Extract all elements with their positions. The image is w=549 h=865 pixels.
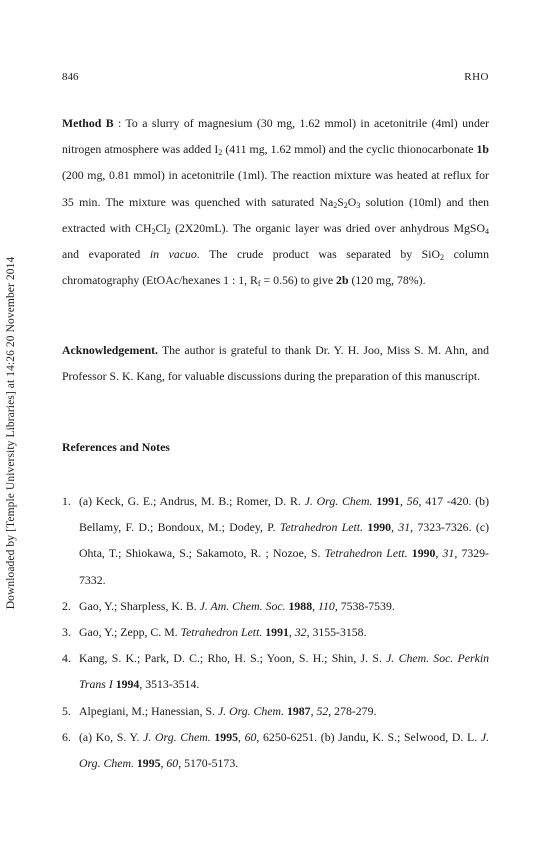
reference-year: 1990 [367, 520, 392, 535]
reference-text: , 3155-3158. [306, 625, 367, 640]
reference-year: 1990 [411, 546, 436, 561]
reference-text: Gao, Y.; Zepp, C. M. [79, 625, 181, 640]
acknowledgement-paragraph [62, 337, 489, 389]
reference-number: 6. [62, 729, 71, 744]
journal-name: Tetrahedron Lett. [279, 520, 364, 535]
reference-text: , 6250-6251. (b) Jandu, K. S.; Selwood, D. L. [256, 729, 481, 744]
reference-year: 1991 [265, 625, 289, 640]
subscript: 2 [440, 253, 445, 263]
subscript: 2 [333, 200, 338, 210]
reference-year: 1995 [214, 729, 238, 744]
subscript: 3 [356, 200, 361, 210]
reference-text: , 278-279. [328, 703, 377, 718]
reference-year: 1995 [136, 756, 161, 771]
reference-volume: 110 [318, 598, 335, 613]
method-b-label: Method B [62, 116, 114, 130]
reference-volume: 32 [294, 625, 307, 640]
reference-item: 6. (a) Ko, S. Y. J. Org. Chem. 1995, 60, 6250-6251. (b) Jandu, K. S.; Selwood, D. L. J. Org. Chem. 1995, 60, 5170-5173. [62, 724, 489, 776]
reference-text: Gao, Y.; Sharpless, K. B. [79, 598, 200, 613]
reference-list [62, 488, 489, 776]
method-b-text: O [347, 194, 357, 209]
method-b-text: = 0.56) to give [260, 273, 337, 288]
subscript: 4 [485, 226, 489, 236]
journal-name: Tetrahedron Lett. [180, 625, 263, 640]
subscript: 2 [343, 200, 348, 210]
reference-year: 1987 [286, 703, 311, 718]
reference-item [62, 645, 489, 697]
reference-text: Kang, S. K.; Park, D. C.; Rho, H. S.; Yoon, S. H.; Shin, J. S. [79, 651, 387, 666]
reference-volume: 60 [166, 756, 179, 771]
compound-label: 2b [336, 273, 349, 288]
journal-name: Tetrahedron Lett. [324, 546, 408, 561]
method-b-text: (200 mg, 0.81 mmol) in acetonitrile (1ml). The reaction mixture was heated at reflux for 35 min. The mixture was quenched with saturated Na [62, 168, 489, 209]
reference-year: 1994 [115, 677, 140, 692]
reference-text: (a) Ko, S. Y. [79, 729, 144, 744]
reference-year: 1991 [376, 494, 400, 508]
method-b-paragraph [62, 110, 489, 293]
reference-number: 1. [62, 494, 71, 508]
method-b-text: solution (10ml) and then extracted with CH [62, 194, 489, 235]
page-header [62, 71, 489, 87]
reference-volume: 52 [316, 703, 329, 718]
acknowledgement-label: Acknowledgement. [62, 343, 159, 357]
reference-number: 4. [62, 651, 71, 666]
download-watermark [2, 0, 20, 865]
journal-name: J. Chem. Soc. Perkin Trans I [79, 651, 489, 692]
method-b-text: . The crude product was separated by SiO [196, 247, 441, 262]
reference-year: 1988 [288, 598, 313, 613]
reference-volume: 31 [398, 520, 411, 535]
acknowledgement-text: The author is grateful to thank Dr. Y. H. Joo, Miss S. M. Ahn, and Professor S. K. Kang, for valuable discussions during the preparation of this manuscript. [62, 343, 489, 384]
journal-name: J. Org. Chem. [143, 729, 211, 744]
reference-number: 2. [62, 598, 71, 613]
reference-item: 5. Alpegiani, M.; Hanessian, S. J. Org. Chem. 1987, 52, 278-279. [62, 698, 489, 724]
reference-text: Alpegiani, M.; Hanessian, S. [79, 703, 218, 718]
subscript: 2 [166, 226, 171, 236]
method-b-text: Cl [155, 220, 167, 235]
reference-text: , 7329-7332. [79, 546, 489, 587]
reference-number: 3. [62, 625, 71, 640]
reference-number: 5. [62, 703, 71, 718]
reference-volume: 60 [244, 729, 257, 744]
reference-item: 2. Gao, Y.; Sharpless, K. B. J. Am. Chem. Soc. 1988, 110, 7538-7539. [62, 593, 489, 619]
reference-item: 3. Gao, Y.; Zepp, C. M. Tetrahedron Lett. 1991, 32, 3155-3158. [62, 619, 489, 645]
journal-name: J. Am. Chem. Soc. [199, 598, 286, 613]
reference-text: , 417 -420. (b) Bellamy, F. D.; Bondoux, M.; Dodey, P. [79, 494, 490, 535]
references-heading: References and Notes [62, 440, 170, 454]
method-b-text: (120 mg, 78%). [348, 273, 426, 288]
reference-text: , 3513-3514. [139, 677, 200, 692]
subscript: f [257, 279, 261, 289]
download-watermark-text: Downloaded by [Temple University Libraries] at 14:26 20 November 2014 [5, 256, 17, 609]
journal-name: J. Org. Chem. [304, 494, 373, 508]
reference-volume: 56 [406, 494, 419, 508]
reference-text: (a) Keck, G. E.; Andrus, M. B.; Romer, D. R. [79, 494, 305, 508]
reference-text: , 5170-5173. [178, 756, 239, 771]
reference-volume: 31 [442, 546, 455, 561]
method-b-text: (411 mg, 1.62 mmol) and the cyclic thionocarbonate [222, 142, 477, 157]
method-b-text: S [337, 194, 344, 209]
italic-phrase: in vacuo [149, 247, 197, 262]
reference-item: 1. (a) Keck, G. E.; Andrus, M. B.; Romer, D. R. J. Org. Chem. 1991, 56, 417 -420. (b) Bellamy, F. D.; Bondoux, M.; Dodey, P. Tetrahedron Lett. 1990, 31, 7323-7326. (c) Ohta, T.; Shiokawa, S.; Sakamoto, R. ; Nozoe, S. Tetrahedron Lett. 1990, 31, 7329-7332. [62, 488, 489, 593]
page-number: 846 [62, 71, 79, 83]
method-b-text: column chromatography (EtOAc/hexanes 1 : 1, R [62, 247, 489, 288]
reference-text: , 7323-7326. (c) Ohta, T.; Shiokawa, S.; Sakamoto, R. ; Nozoe, S. [79, 520, 490, 561]
method-b-text: : To a slurry of magnesium (30 mg, 1.62 mmol) in acetonitrile (4ml) under nitrogen atmosphere was added I [62, 116, 490, 157]
journal-name: J. Org. Chem. [217, 703, 285, 718]
compound-label: 1b [476, 142, 489, 157]
journal-name: J. Org. Chem. [79, 729, 490, 771]
subscript: 2 [151, 226, 156, 236]
method-b-text: and evaporated [62, 247, 150, 262]
reference-text: , 7538-7539. [334, 598, 395, 613]
running-head: RHO [464, 71, 489, 83]
subscript: 2 [218, 148, 223, 158]
method-b-text: (2X20mL). The organic layer was dried over anhydrous MgSO [170, 220, 485, 235]
